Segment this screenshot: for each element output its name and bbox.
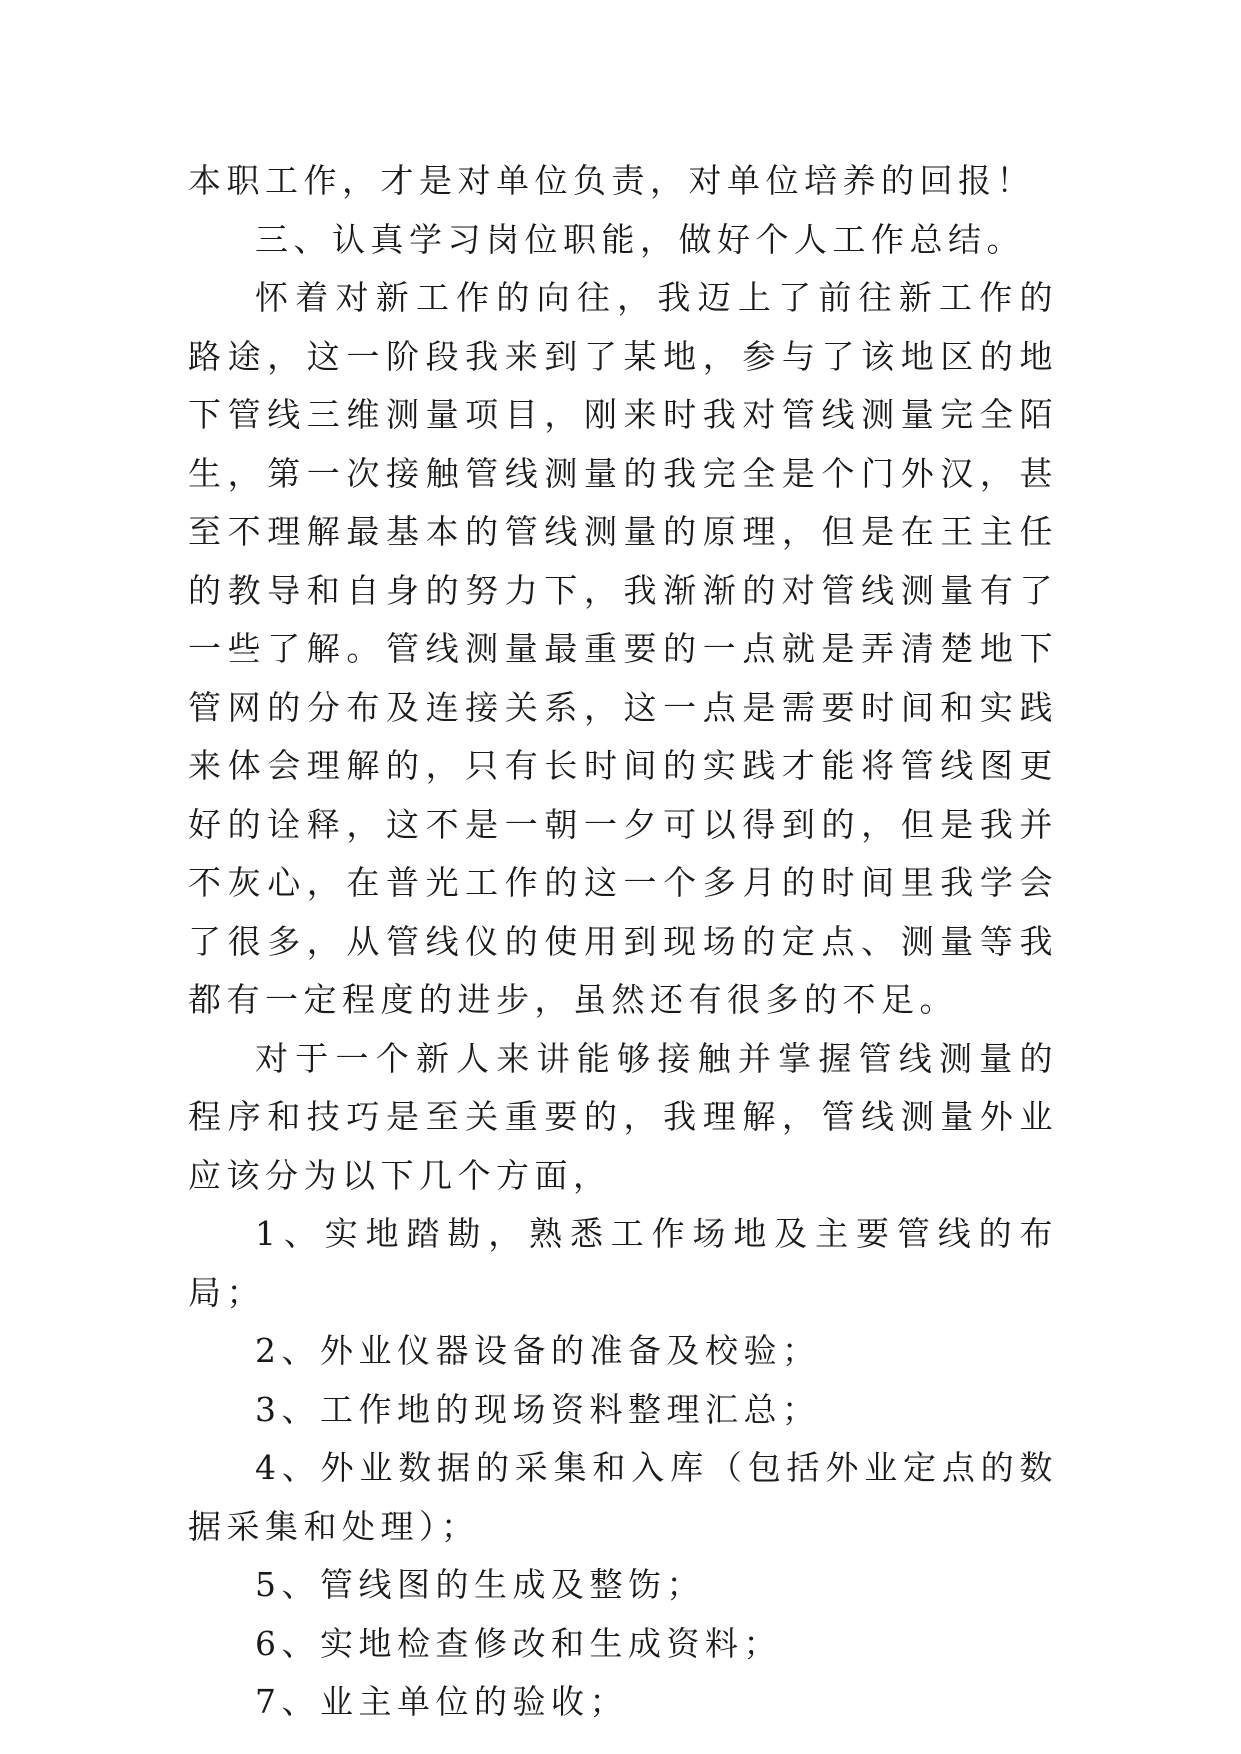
- list-item-4: 4、外业数据的采集和入库（包括外业定点的数据采集和处理）；: [188, 1448, 1058, 1546]
- document-body: [188, 152, 1058, 1732]
- list-item-3: 3、工作地的现场资料整理汇总；: [255, 1389, 821, 1429]
- paragraph-new-work: 怀着对新工作的向往，我迈上了前往新工作的路途，这一阶段我来到了某地，参与了该地区的地下管线三维测量项目，刚来时我对管线测量完全陌生，第一次接触管线测量的我完全是个门外汉，甚至不理解最基本的管线测量的原理，但是在王主任的教导和自身的努力下，我渐渐的对管线测量有了一些了解。管线测量最重要的一点就是弄清楚地下管网的分布及连接关系，这一点是需要时间和实践来体会理解的，只有长时间的实践才能将管线图更好的诠释，这不是一朝一夕可以得到的，但是我并不灰心，在普光工作的这一个多月的时间里我学会了很多，从管线仪的使用到现场的定点、测量等我都有一定程度的进步，虽然还有很多的不足。: [188, 278, 1058, 1019]
- paragraph-continuation: 本职工作，才是对单位负责，对单位培养的回报！: [188, 161, 1035, 200]
- list-item-6: 6、实地检查修改和生成资料；: [255, 1623, 782, 1663]
- paragraph-newcomer-skills: 对于一个新人来讲能够接触并掌握管线测量的程序和技巧是至关重要的，我理解，管线测量外业应该分为以下几个方面，: [188, 1038, 1058, 1195]
- list-item-1: 1、实地踏勘，熟悉工作场地及主要管线的布局；: [188, 1214, 1058, 1312]
- section-heading-3: 三、认真学习岗位职能，做好个人工作总结。: [255, 219, 1025, 259]
- list-item-2: 2、外业仪器设备的准备及校验；: [255, 1331, 821, 1370]
- list-item-7: 7、业主单位的验收；: [255, 1682, 628, 1721]
- list-item-5: 5、管线图的生成及整饬；: [255, 1565, 705, 1604]
